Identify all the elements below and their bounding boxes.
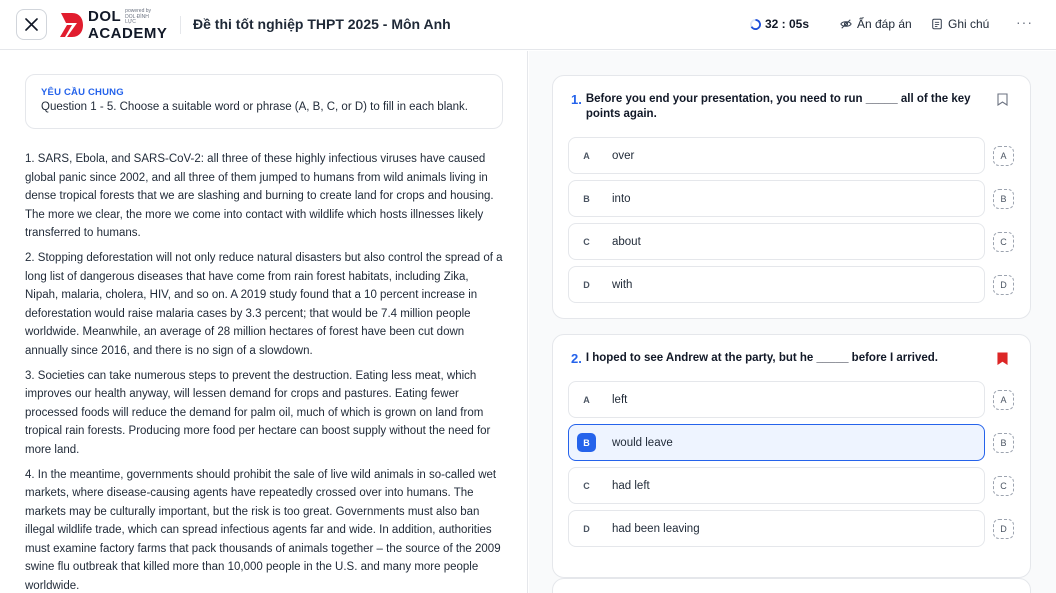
option-letter: B <box>583 193 590 204</box>
header-divider <box>180 16 181 34</box>
instruction-label: YÊU CẦU CHUNG <box>41 87 124 98</box>
question-card-1 <box>552 75 1031 319</box>
questions-panel <box>529 51 1056 593</box>
eliminate-letter: A <box>1000 395 1007 405</box>
option-letter: D <box>583 279 590 290</box>
option-letter: C <box>583 480 590 491</box>
option-letter: C <box>583 236 590 247</box>
eliminate-letter: B <box>1000 438 1007 448</box>
hide-answers-button[interactable] <box>840 17 912 31</box>
eliminate-option-c-button[interactable] <box>993 476 1014 496</box>
eliminate-letter: C <box>1000 237 1007 247</box>
eliminate-option-a-button[interactable] <box>993 390 1014 410</box>
option-text: left <box>612 393 628 406</box>
logo-powered-by: powered by DOL ĐÌNH LỰC <box>125 8 152 26</box>
eliminate-option-a-button[interactable] <box>993 146 1014 166</box>
timer-value: 32 : 05s <box>765 17 810 31</box>
top-header <box>0 0 1056 50</box>
option-letter: B <box>577 433 596 452</box>
timer-icon <box>750 19 761 30</box>
option-d[interactable] <box>568 510 985 547</box>
question-card-3 <box>552 578 1031 593</box>
dol-academy-logo[interactable] <box>58 10 167 40</box>
eliminate-letter: D <box>1000 524 1007 534</box>
hide-answers-label: Ẩn đáp án <box>857 17 912 31</box>
passage-paragraph: 2. Stopping deforestation will not only reduce natural disasters but also control the spread of a long list of dangerous diseases that have come from rain forest habitats, including Zika, Nipah, malaria, cholera, HIV, and so on. A 2019 study found that a 10 percent increase in deforestation would raise malaria cases by 3.3 percent; that would be 7.4 million people worldwide. Meanwhile, an average of 28 million hectares of forest have been cut down annually since 2016, and there is no sign of a slowdown. <box>25 251 503 357</box>
option-b[interactable] <box>568 180 985 217</box>
option-b-selected[interactable] <box>568 424 985 461</box>
eliminate-letter: D <box>1000 280 1007 290</box>
question-number: 2. <box>571 351 582 366</box>
reading-passage <box>25 150 505 593</box>
more-icon: ··· <box>1016 14 1033 30</box>
notes-label: Ghi chú <box>948 17 990 31</box>
question-card-2 <box>552 334 1031 578</box>
option-d[interactable] <box>568 266 985 303</box>
eliminate-option-b-button[interactable] <box>993 189 1014 209</box>
passage-paragraph: 1. SARS, Ebola, and SARS-CoV-2: all three of these highly infectious viruses have caused global panic since 2002, and all three of them jumped to humans from wild animals living in dense tropical forests that we are slashing and burning to create land for crops and housing. The more we clear, the more we come into contact with wildlife which hosts illnesses likely transferred to humans. <box>25 153 494 240</box>
option-text: into <box>612 192 631 205</box>
question-header <box>571 351 991 366</box>
page-title: Đề thi tốt nghiệp THPT 2025 - Môn Anh <box>193 16 451 32</box>
close-button[interactable] <box>16 9 47 40</box>
eliminate-letter: C <box>1000 481 1007 491</box>
eliminate-option-d-button[interactable] <box>993 275 1014 295</box>
notes-button[interactable] <box>931 17 989 31</box>
eliminate-letter: B <box>1000 194 1007 204</box>
passage-paragraph: 4. In the meantime, governments should prohibit the sale of live wild animals in so-called wet markets, where disease-causing agents have repeatedly crossed over into humans. The markets may be culturally important, but the risk is too great. Governments must also ban illegal wildlife trade, which can spread infectious agents far and wide. In addition, authorities must examine factory farms that pack thousands of animals together – the source of the 2009 swine flu outbreak that killed more than 10,000 people in the U.S. and many more people worldwide. <box>25 468 501 593</box>
option-text: with <box>612 278 633 291</box>
option-letter: A <box>583 150 590 161</box>
close-icon <box>25 18 38 31</box>
eye-off-icon <box>840 18 852 30</box>
eliminate-option-c-button[interactable] <box>993 232 1014 252</box>
question-text: I hoped to see Andrew at the party, but he _____ before I arrived. <box>585 352 938 364</box>
eliminate-option-b-button[interactable] <box>993 433 1014 453</box>
instruction-text: Question 1 - 5. Choose a suitable word or phrase (A, B, C, or D) to fill in each blank. <box>41 101 468 113</box>
logo-text-academy: ACADEMY <box>88 24 168 42</box>
option-letter: D <box>583 523 590 534</box>
option-text: had left <box>612 479 650 492</box>
more-options-button[interactable] <box>1016 14 1033 30</box>
bookmark-filled-icon[interactable] <box>997 352 1008 365</box>
question-header <box>571 92 991 122</box>
option-text: would leave <box>612 436 673 449</box>
option-a[interactable] <box>568 381 985 418</box>
passage-panel <box>0 51 528 593</box>
question-number: 1. <box>571 92 582 107</box>
question-text: Before you end your presentation, you need to run _____ all of the key points again. <box>585 93 971 120</box>
option-c[interactable] <box>568 467 985 504</box>
option-a[interactable] <box>568 137 985 174</box>
option-text: had been leaving <box>612 522 700 535</box>
general-instruction-box <box>25 74 503 129</box>
logo-text-dol: DOL <box>88 8 122 26</box>
eliminate-option-d-button[interactable] <box>993 519 1014 539</box>
passage-paragraph: 3. Societies can take numerous steps to prevent the destruction. Eating less meat, which improves our health anyway, will lessen demand for crops and pastures. Eating fewer processed foods will reduce the demand for palm oil, much of which is grown on land from tropical rain forests. Producing more food per hectare can boost supply without the need for more land. <box>25 369 491 456</box>
dol-logo-icon <box>58 11 84 39</box>
option-text: about <box>612 235 641 248</box>
timer <box>750 17 809 31</box>
eliminate-letter: A <box>1000 151 1007 161</box>
note-icon <box>931 18 943 30</box>
option-c[interactable] <box>568 223 985 260</box>
option-letter: A <box>583 394 590 405</box>
bookmark-icon[interactable] <box>997 93 1008 106</box>
option-text: over <box>612 149 635 162</box>
